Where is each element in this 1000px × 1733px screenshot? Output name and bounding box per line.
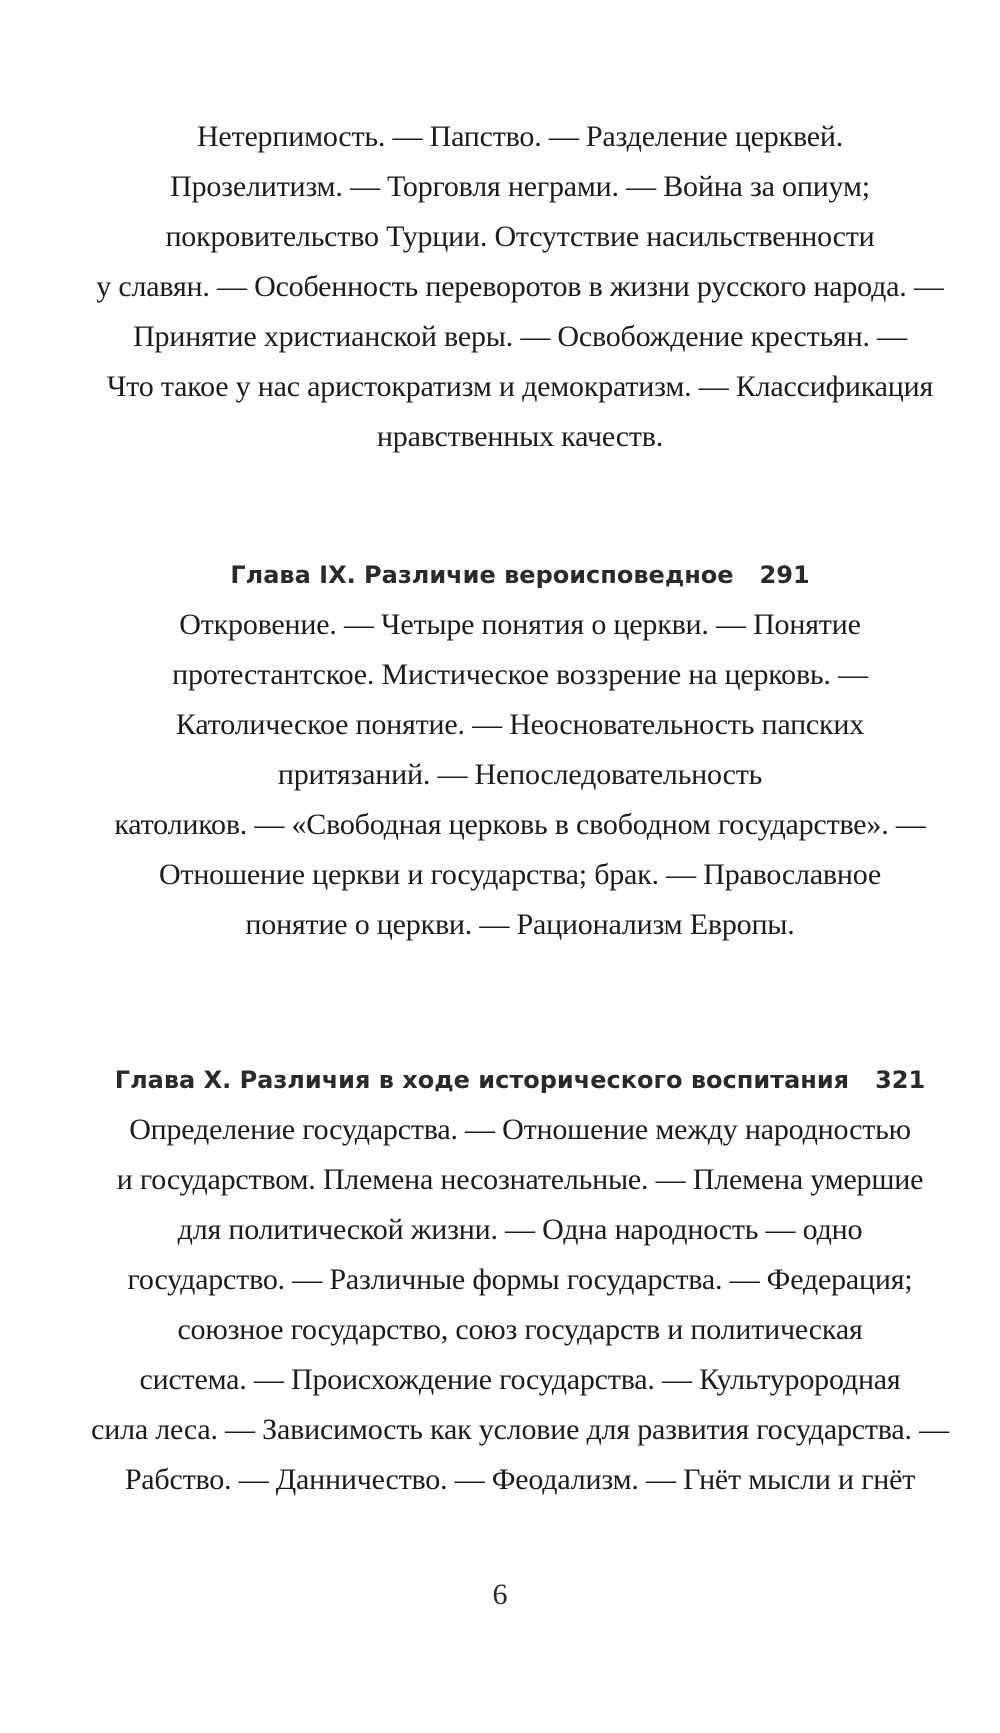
chapter-title: Глава IX. Различие вероисповедное (230, 561, 734, 589)
summary-line: государство. — Различные формы государства. — Федерация; (127, 1263, 913, 1296)
summary-line: у славян. — Особенность переворотов в жизни русского народа. — (96, 270, 944, 303)
toc-chapter-10-summary (90, 1105, 950, 1505)
summary-line: Нетерпимость. — Папство. — Разделение церквей. (196, 120, 844, 153)
toc-chapter-10-heading (90, 1055, 950, 1105)
summary-line: Прозелитизм. — Торговля неграми. — Война за опиум; (170, 170, 870, 203)
page-number: 6 (492, 1578, 508, 1611)
summary-line: для политической жизни. — Одна народность — одно (177, 1213, 863, 1246)
summary-line: Определение государства. — Отношение между народностью (129, 1113, 911, 1146)
summary-line: союзное государство, союз государств и политическая (177, 1313, 863, 1346)
chapter-title: Глава X. Различия в ходе исторического воспитания (114, 1066, 850, 1094)
summary-line: покровительство Турции. Отсутствие насильственности (165, 220, 875, 253)
summary-line: Католическое понятие. — Неосновательность папских (175, 708, 865, 741)
summary-line: Что такое у нас аристократизм и демократизм. — Классификация (106, 370, 934, 403)
summary-line: Откровение. — Четыре понятия о церкви. — Понятие (179, 608, 861, 641)
summary-line: католиков. — «Свободная церковь в свободном государстве». — (114, 808, 926, 841)
summary-line: притязаний. — Непоследовательность (277, 758, 763, 791)
chapter-page-number: 321 (875, 1066, 926, 1094)
summary-line: Принятие христианской веры. — Освобождение крестьян. — (133, 320, 907, 353)
summary-line: понятие о церкви. — Рационализм Европы. (245, 908, 795, 941)
chapter-page-number: 291 (759, 561, 810, 589)
summary-line: и государством. Племена несознательные. — Племена умершие (116, 1163, 924, 1196)
toc-chapter-9-heading (90, 550, 950, 600)
summary-line: сила леса. — Зависимость как условие для развития государства. — (91, 1413, 949, 1446)
summary-line: Отношение церкви и государства; брак. — Православное (158, 858, 882, 891)
summary-line: протестантское. Мистическое воззрение на церковь. — (172, 658, 868, 691)
summary-line: система. — Происхождение государства. — Культуророднaя (139, 1363, 901, 1396)
toc-chapter-9-summary (90, 600, 950, 950)
toc-chapter-8-summary (90, 112, 950, 462)
summary-line: нравственных качеств. (376, 420, 664, 453)
summary-line: Рабство. — Данничество. — Феодализм. — Гнёт мысли и гнёт (124, 1463, 916, 1496)
